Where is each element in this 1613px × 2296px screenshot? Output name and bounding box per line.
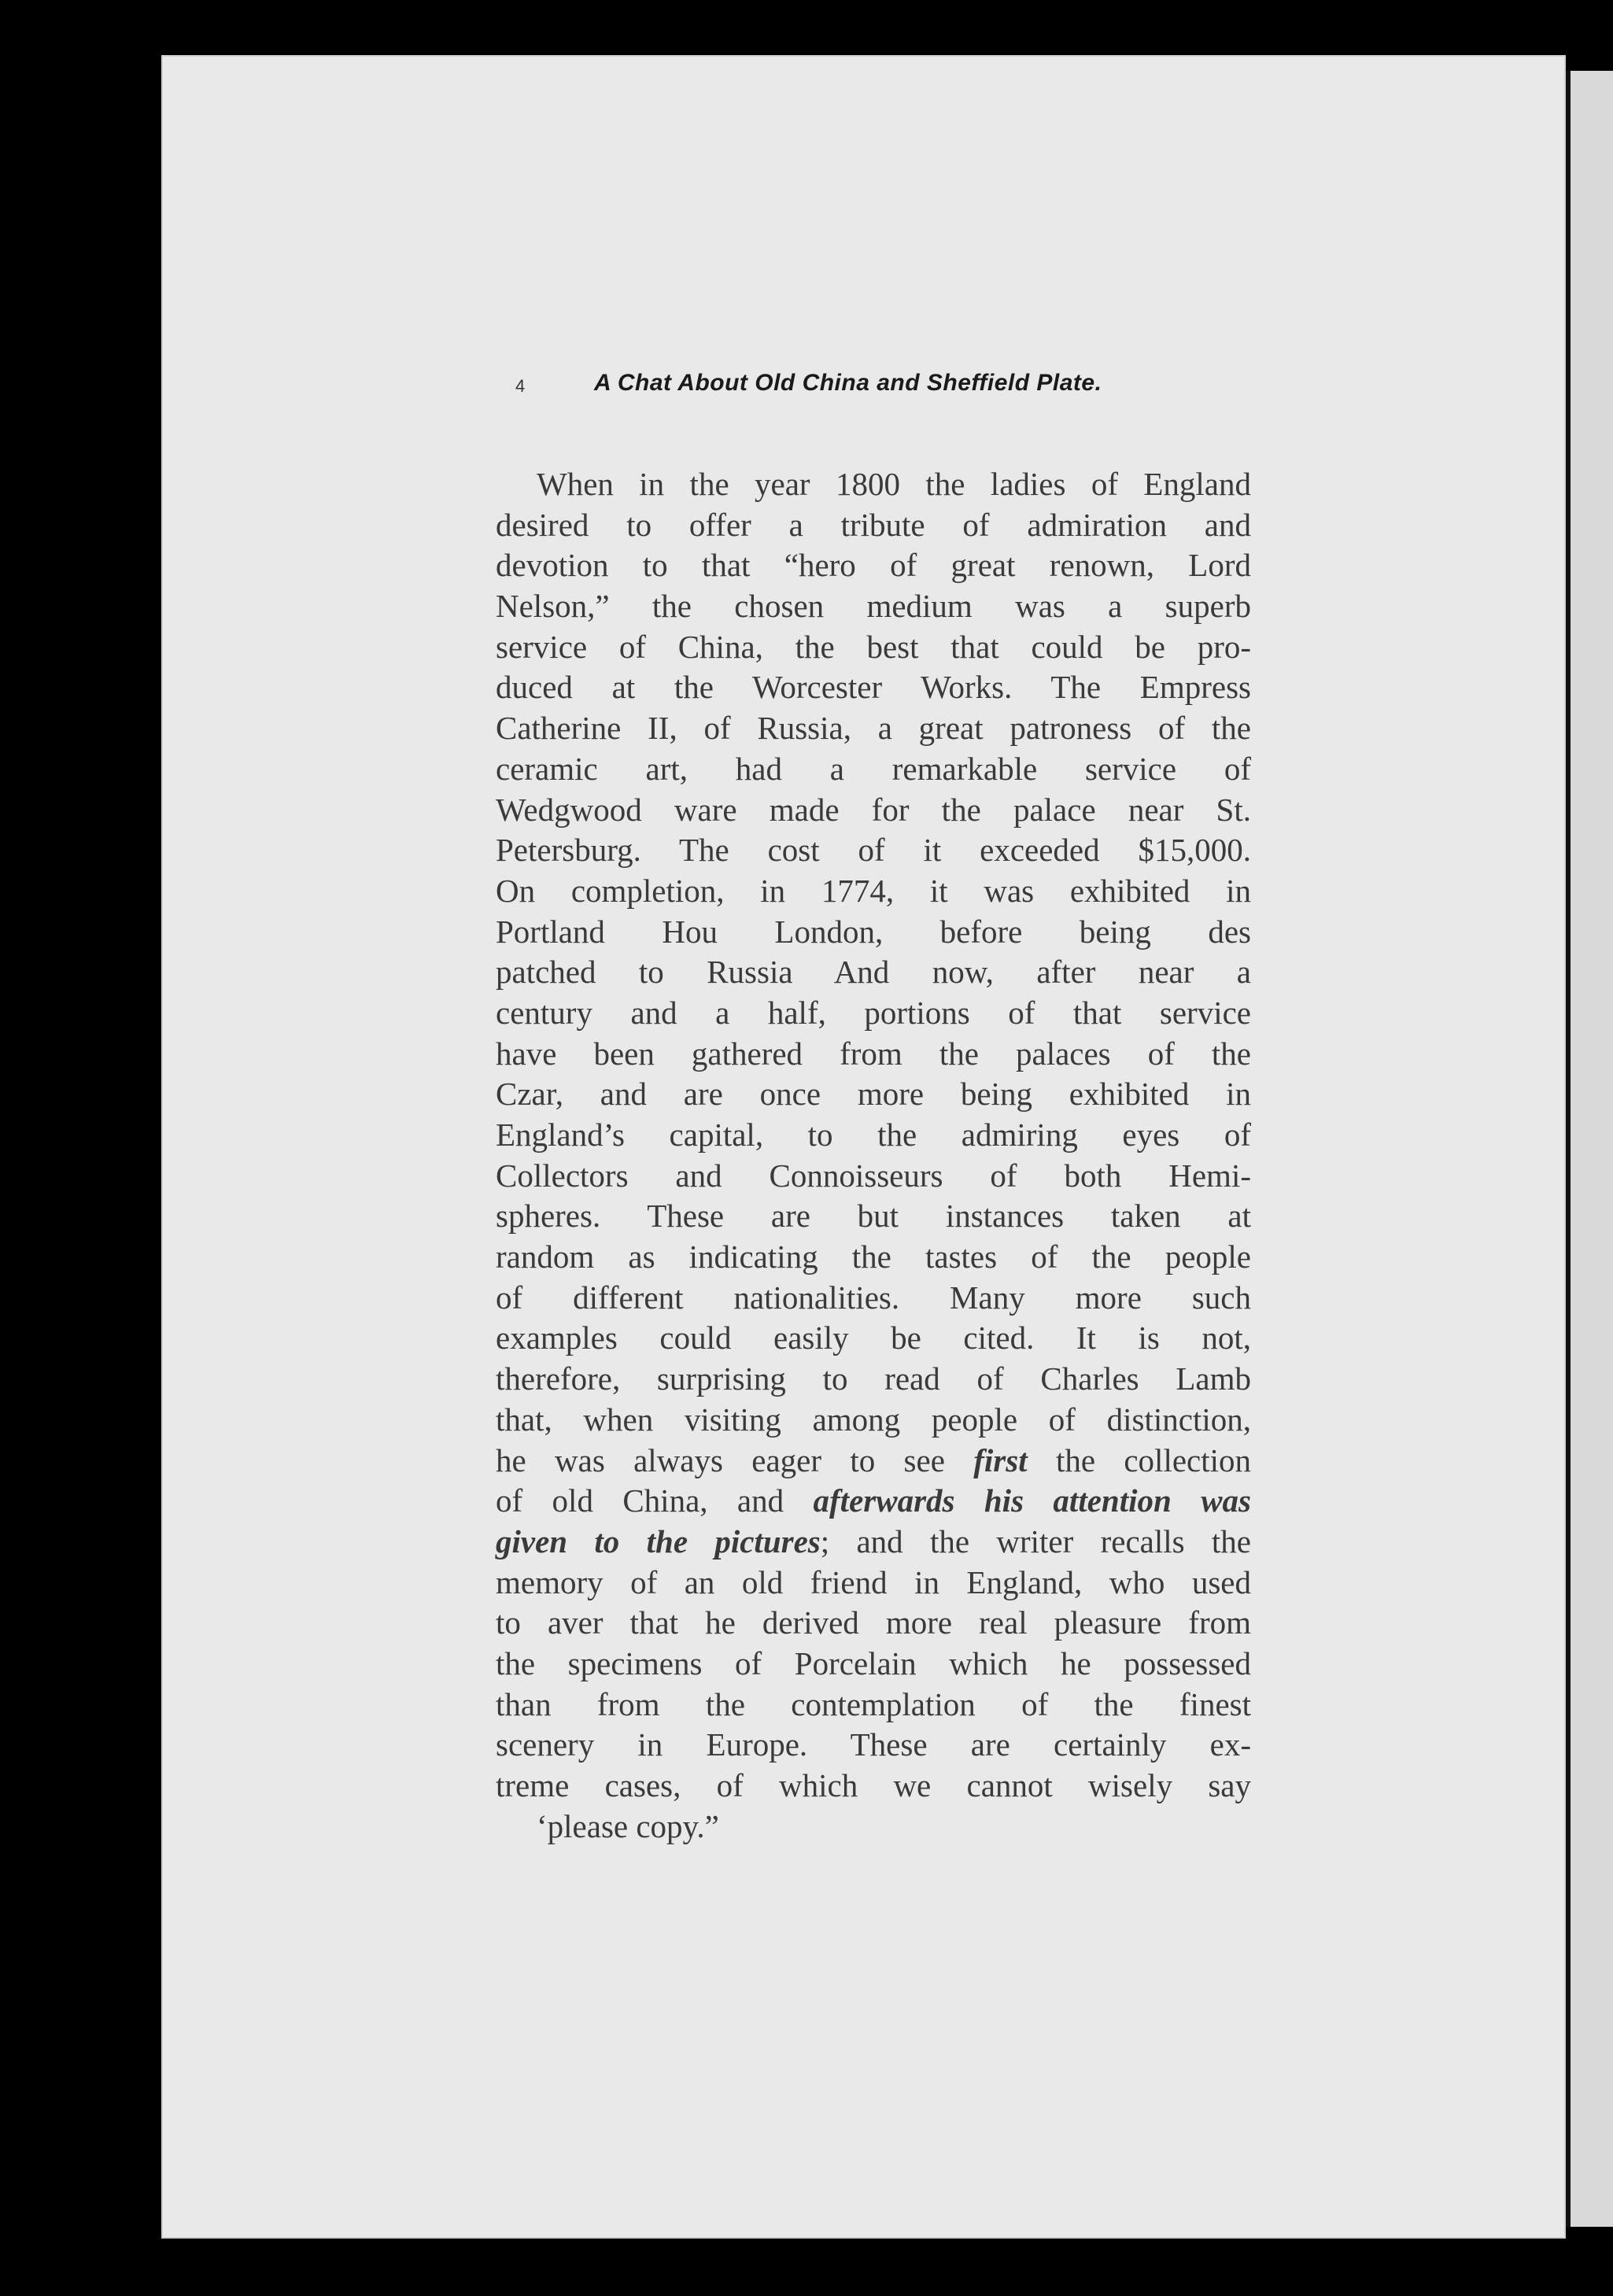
text-line: desired to offer a tribute of admiration and [496, 506, 1251, 543]
text-line: that, when visiting among people of distinction, [496, 1401, 1251, 1438]
text-line: Petersburg. The cost of it exceeded $15,000. [496, 832, 1251, 869]
text-line: On completion, in 1774, it was exhibited in [496, 872, 1251, 909]
text-line: examples could easily be cited. It is not, [496, 1320, 1251, 1357]
running-title: A Chat About Old China and Sheffield Plate. [594, 370, 1102, 396]
text-line: Collectors and Connoisseurs of both Hemi- [496, 1157, 1251, 1194]
text-line: Czar, and are once more being exhibited in [496, 1076, 1251, 1113]
text-line: of different nationalities. Many more such [496, 1279, 1251, 1316]
text-line [496, 1522, 1251, 1563]
text-line [496, 1441, 1251, 1482]
emphasis-afterwards: afterwards his attention was [813, 1482, 1251, 1519]
emphasis-first: first [973, 1441, 1028, 1478]
text-line: than from the contemplation of the finest [496, 1685, 1251, 1722]
text-fragment: he was always eager to see [496, 1441, 945, 1478]
text-line: random as indicating the tastes of the people [496, 1238, 1251, 1275]
text-line: duced at the Worcester Works. The Empress [496, 669, 1251, 706]
text-line: treme cases, of which we cannot wisely say [496, 1767, 1251, 1803]
text-line: England’s capital, to the admiring eyes of [496, 1117, 1251, 1153]
text-line [496, 1481, 1251, 1522]
text-fragment: of old China, and [496, 1482, 784, 1519]
text-line: the specimens of Porcelain which he possessed [496, 1644, 1251, 1681]
text-line: Portland Hou London, before being des [496, 913, 1251, 950]
text-fragment: the collection [1055, 1441, 1252, 1478]
emphasis-pictures: given to the pictures [496, 1523, 821, 1560]
text-line: scenery in Europe. These are certainly ex- [496, 1726, 1251, 1763]
text-line: When in the year 1800 the ladies of England [537, 466, 1251, 502]
text-fragment: ; and the writer recalls the [820, 1523, 1251, 1560]
text-line: century and a half, portions of that service [496, 994, 1251, 1031]
text-line: Catherine II, of Russia, a great patroness of the [496, 710, 1251, 747]
body-paragraph [496, 464, 1251, 1847]
text-line: Nelson,” the chosen medium was a superb [496, 588, 1251, 625]
text-line: devotion to that “hero of great renown, Lord [496, 547, 1251, 584]
text-line: patched to Russia And now, after near a [496, 954, 1251, 991]
text-line: spheres. These are but instances taken at [496, 1198, 1251, 1235]
page-header [515, 370, 1129, 409]
text-line: memory of an old friend in England, who used [496, 1563, 1251, 1600]
text-line: ‘please copy.” [537, 1807, 719, 1844]
text-line: to aver that he derived more real pleasure from [496, 1604, 1251, 1641]
adjacent-page-edge [1566, 71, 1613, 2227]
text-line: Wedgwood ware made for the palace near St. [496, 791, 1251, 828]
text-line: have been gathered from the palaces of the [496, 1035, 1251, 1072]
page-number: 4 [515, 376, 526, 396]
text-line: therefore, surprising to read of Charles Lamb [496, 1360, 1251, 1397]
text-line: ceramic art, had a remarkable service of [496, 750, 1251, 787]
text-line: service of China, the best that could be pro- [496, 628, 1251, 665]
